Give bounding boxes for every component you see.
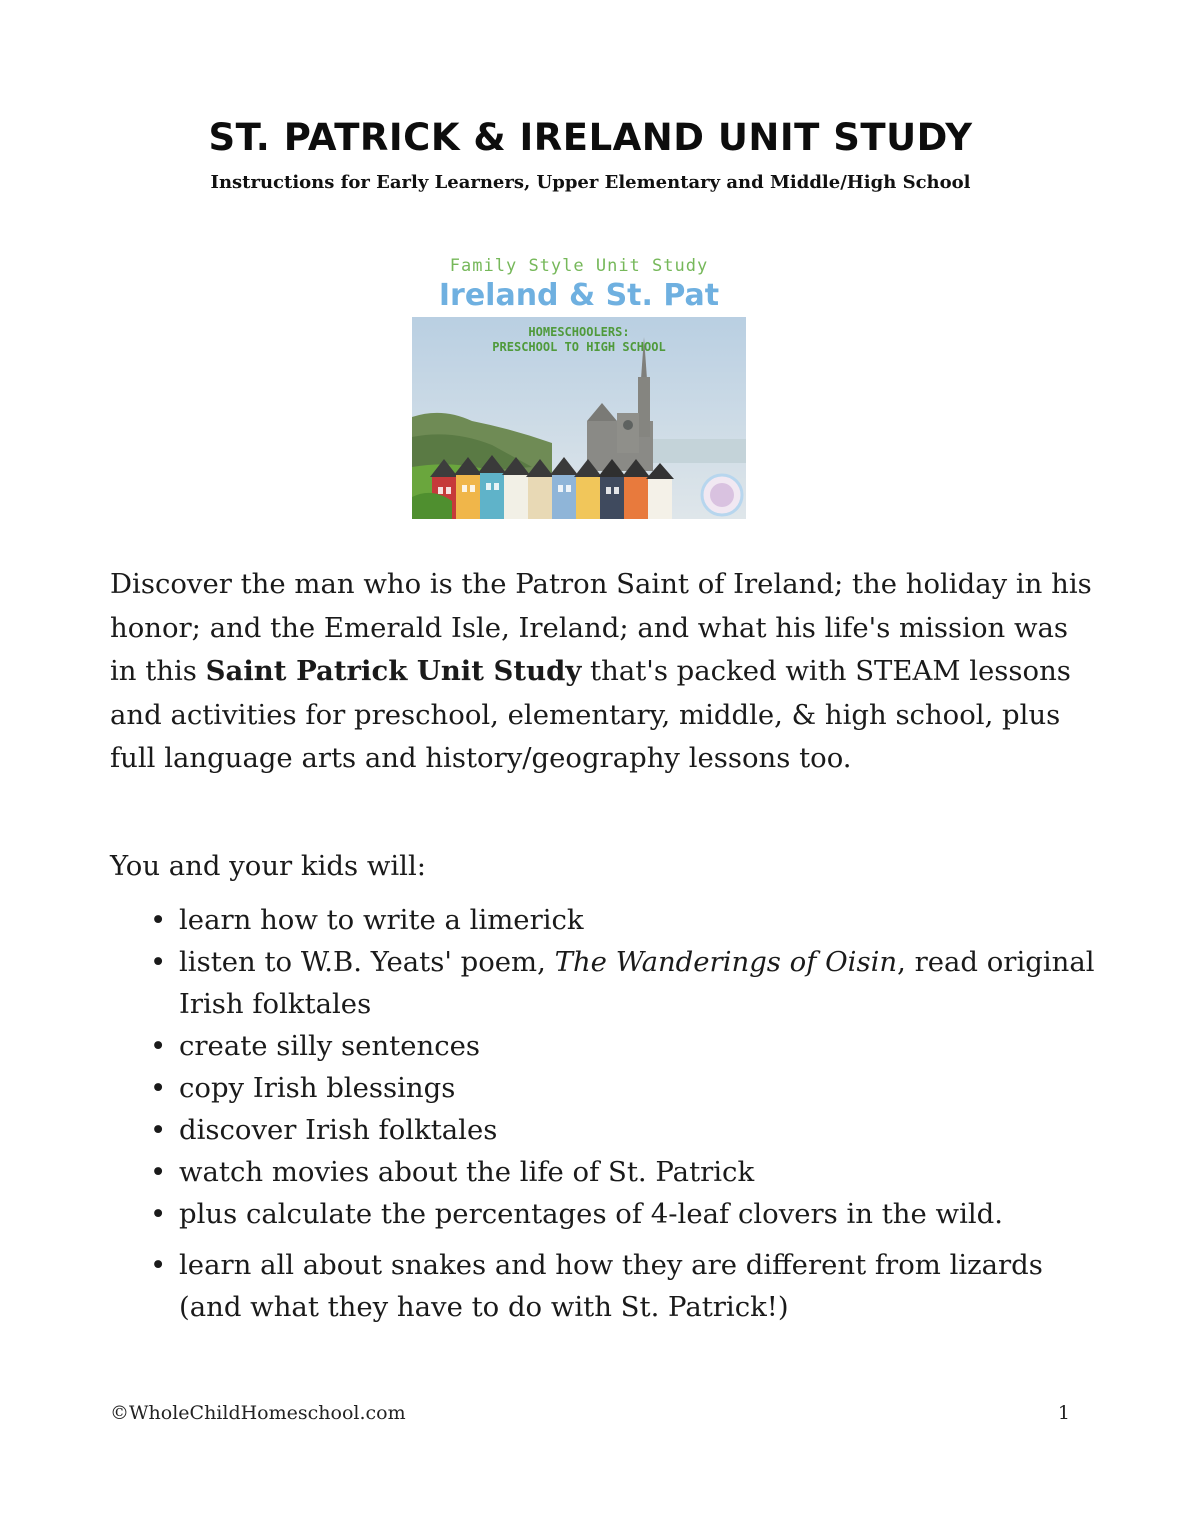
intro-bold-phrase: Saint Patrick Unit Study: [205, 655, 582, 687]
list-item: • plus calculate the percentages of 4-leaf clovers in the wild.: [110, 1193, 1100, 1235]
cover-kicker: Family Style Unit Study: [449, 256, 709, 276]
footer-copyright: ©WholeChildHomeschool.com: [110, 1402, 406, 1424]
activities-lead-in: You and your kids will:: [110, 850, 427, 882]
list-item-before: listen to W.B. Yeats' poem,: [179, 946, 555, 978]
activities-list: [110, 899, 1100, 1328]
list-item: • watch movies about the life of St. Patrick: [110, 1151, 1100, 1193]
list-item: [110, 941, 1100, 1025]
cover-banner-line2: PRESCHOOL TO HIGH SCHOOL: [492, 340, 666, 354]
page-subtitle: Instructions for Early Learners, Upper Elementary and Middle/High School: [210, 172, 971, 193]
list-item: • copy Irish blessings: [110, 1067, 1100, 1109]
cover-banner: [412, 325, 746, 355]
list-item: • create silly sentences: [110, 1025, 1100, 1067]
cover-banner-line1: HOMESCHOOLERS:: [528, 325, 630, 339]
poem-title: The Wanderings of Oisin: [554, 946, 898, 978]
list-item: • discover Irish folktales: [110, 1109, 1100, 1151]
cover-headline: Ireland & St. Pat: [438, 278, 720, 313]
list-item: • learn how to write a limerick: [110, 899, 1100, 941]
list-item: • learn all about snakes and how they are different from lizards (and what they have to do with St. Patrick!): [110, 1244, 1100, 1328]
page-title: ST. PATRICK & IRELAND UNIT STUDY: [208, 116, 973, 159]
intro-text-before: Discover the man who is the Patron Saint of Ireland; the holiday in his honor; and the Emerald Isle, Ireland; and what his life's mission was in this: [110, 568, 1092, 687]
list-item-after: , read original Irish folktales: [179, 946, 1095, 1020]
page-number: 1: [1057, 1402, 1070, 1424]
cover-image: [412, 251, 746, 519]
intro-paragraph: [110, 563, 1100, 781]
intro-text-after: that's packed with STEAM lessons and activities for preschool, elementary, middle, & high school, plus full language arts and history/geography lessons too.: [110, 655, 1071, 774]
